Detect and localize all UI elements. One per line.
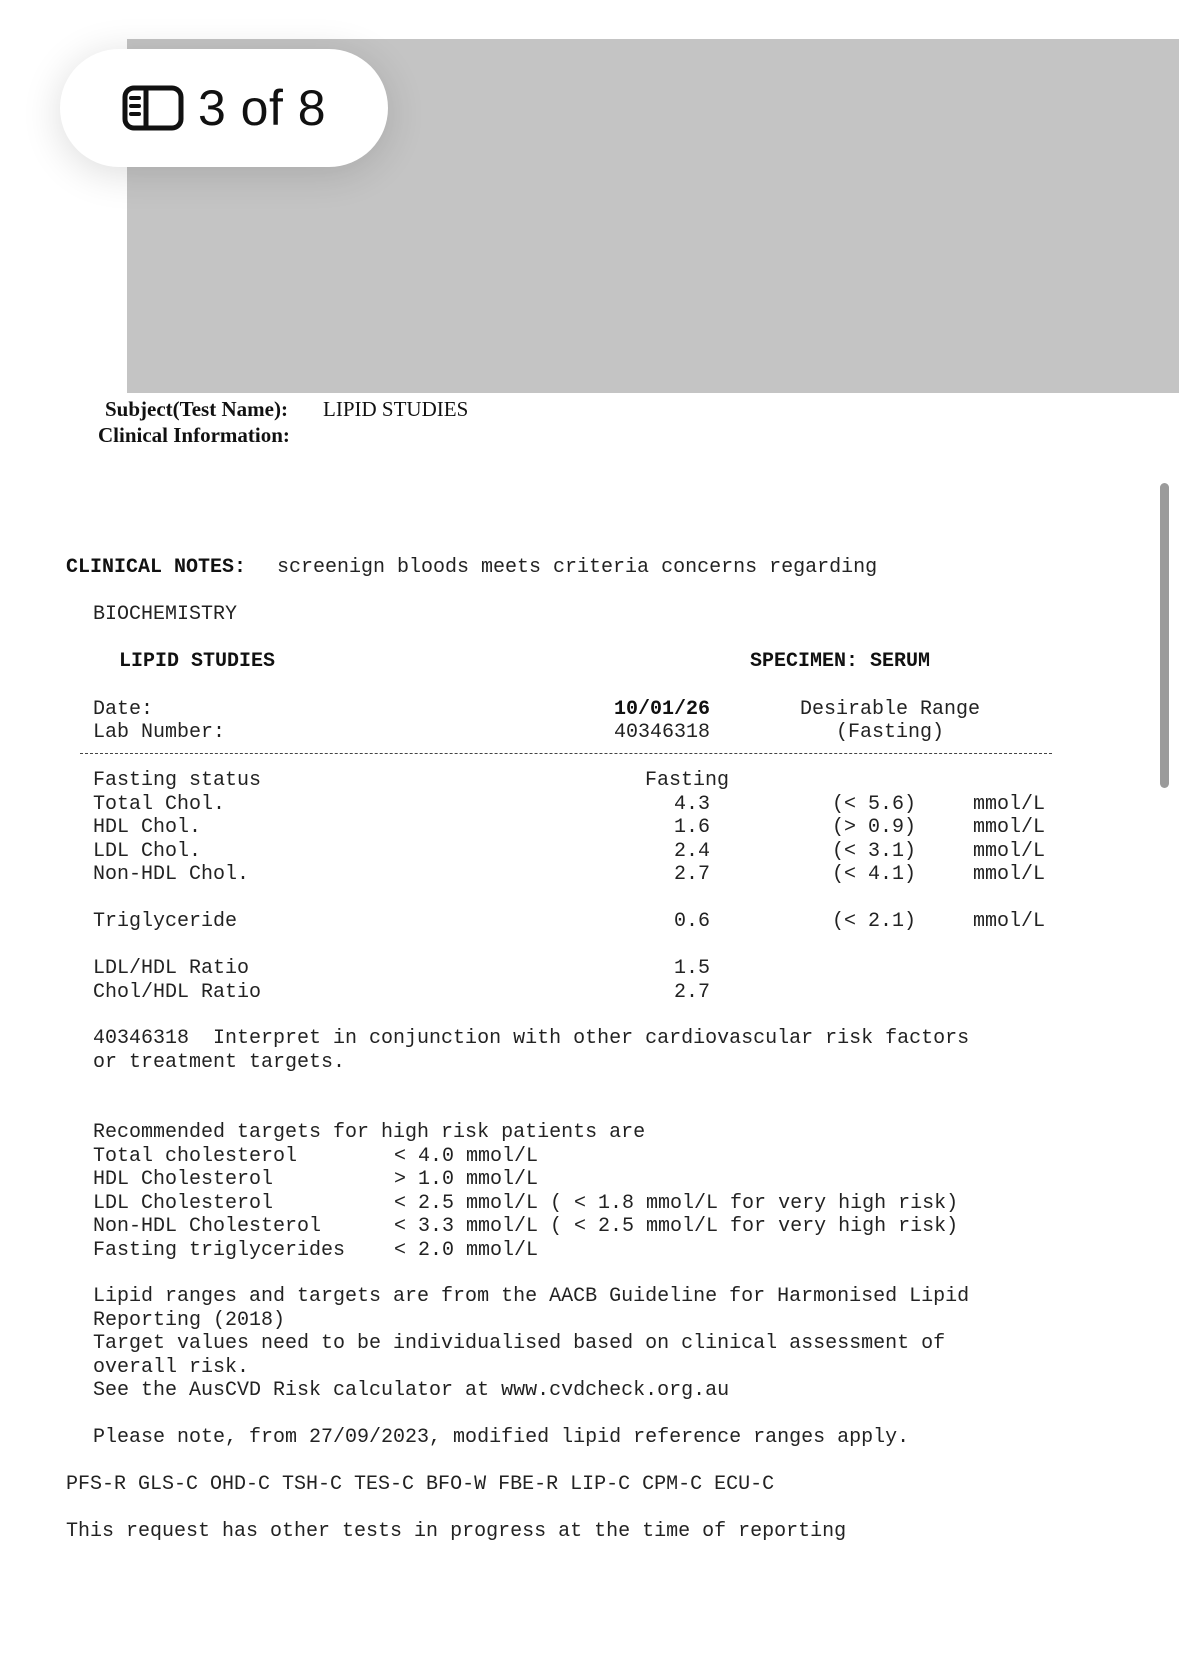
lab-number-value: 40346318 [613, 721, 710, 744]
target-value: < 2.5 mmol/L ( < 1.8 mmol/L for very high risk) [394, 1191, 959, 1215]
result-name: Non-HDL Chol. [93, 863, 250, 886]
note-line: overall risk. [93, 1355, 250, 1379]
result-value: 4.3 [673, 792, 710, 816]
result-unit: mmol/L [973, 863, 1046, 886]
department-heading: BIOCHEMISTRY [93, 603, 238, 626]
clinical-notes-text: screenign bloods meets criteria concerns regarding [277, 556, 878, 579]
test-title: LIPID STUDIES [119, 650, 276, 673]
result-value: 2.4 [673, 839, 710, 863]
result-name: Chol/HDL Ratio [93, 980, 262, 1004]
subject-label: Subject(Test Name): [105, 397, 288, 421]
note-line: See the AusCVD Risk calculator at www.cvdcheck.org.au [93, 1379, 730, 1402]
targets-intro: Recommended targets for high risk patients are [93, 1121, 646, 1144]
footer-note: This request has other tests in progress at the time of reporting [66, 1520, 847, 1543]
target-value: < 2.0 mmol/L [394, 1238, 539, 1262]
subject-value: LIPID STUDIES [323, 397, 469, 421]
clinical-info-label: Clinical Information: [98, 423, 290, 447]
page-indicator-button[interactable] [60, 49, 388, 167]
target-value: > 1.0 mmol/L [394, 1168, 539, 1191]
lab-number-label: Lab Number: [93, 721, 226, 744]
interpret-line: 40346318 Interpret in conjunction with other cardiovascular risk factors [93, 1027, 970, 1050]
result-value: 1.5 [673, 957, 710, 980]
result-unit: mmol/L [973, 816, 1046, 839]
page-indicator-label: 3 of 8 [197, 80, 327, 136]
date-value: 10/01/26 [613, 698, 710, 721]
target-value: < 4.0 mmol/L [394, 1144, 539, 1168]
result-range: (< 2.1) [832, 910, 917, 933]
date-label: Date: [93, 698, 154, 721]
result-name: Total Chol. [93, 792, 226, 816]
result-unit: mmol/L [973, 910, 1046, 933]
result-range: (< 5.6) [832, 792, 917, 816]
note-line: Lipid ranges and targets are from the AACB Guideline for Harmonised Lipid [93, 1285, 970, 1308]
test-codes: PFS-R GLS-C OHD-C TSH-C TES-C BFO-W FBE-R LIP-C CPM-C ECU-C [66, 1473, 775, 1496]
result-name: HDL Chol. [93, 816, 202, 839]
result-value: 2.7 [673, 863, 710, 886]
result-range: (> 0.9) [832, 816, 917, 839]
note-line: Reporting (2018) [93, 1308, 286, 1332]
result-name: Fasting status [93, 769, 262, 792]
target-value: < 3.3 mmol/L ( < 2.5 mmol/L for very high risk) [394, 1215, 959, 1238]
result-value: 2.7 [673, 980, 710, 1004]
result-name: Triglyceride [93, 910, 238, 933]
please-note-line: Please note, from 27/09/2023, modified lipid reference ranges apply. [93, 1426, 910, 1449]
sidebar-pages-icon [122, 85, 184, 131]
specimen-label: SPECIMEN: SERUM [750, 650, 931, 673]
result-unit: mmol/L [973, 792, 1046, 816]
result-value: 1.6 [673, 816, 710, 839]
result-value: Fasting [645, 769, 730, 792]
range-header: Desirable Range [799, 698, 981, 721]
target-name: Total cholesterol [93, 1144, 298, 1168]
result-unit: mmol/L [973, 839, 1046, 863]
result-range: (< 4.1) [832, 863, 917, 886]
range-header-fasting: (Fasting) [835, 721, 945, 744]
interpret-line: or treatment targets. [93, 1050, 346, 1074]
target-name: LDL Cholesterol [93, 1191, 274, 1215]
result-value: 0.6 [673, 910, 710, 933]
target-name: HDL Cholesterol [93, 1168, 274, 1191]
result-name: LDL Chol. [93, 839, 202, 863]
target-name: Fasting triglycerides [93, 1238, 346, 1262]
note-line: Target values need to be individualised based on clinical assessment of [93, 1332, 946, 1355]
result-name: LDL/HDL Ratio [93, 957, 250, 980]
vertical-scrollbar[interactable] [1160, 483, 1169, 788]
result-range: (< 3.1) [832, 839, 917, 863]
target-name: Non-HDL Cholesterol [93, 1215, 322, 1238]
separator-line [80, 753, 1052, 754]
clinical-notes-label: CLINICAL NOTES: [66, 556, 247, 579]
